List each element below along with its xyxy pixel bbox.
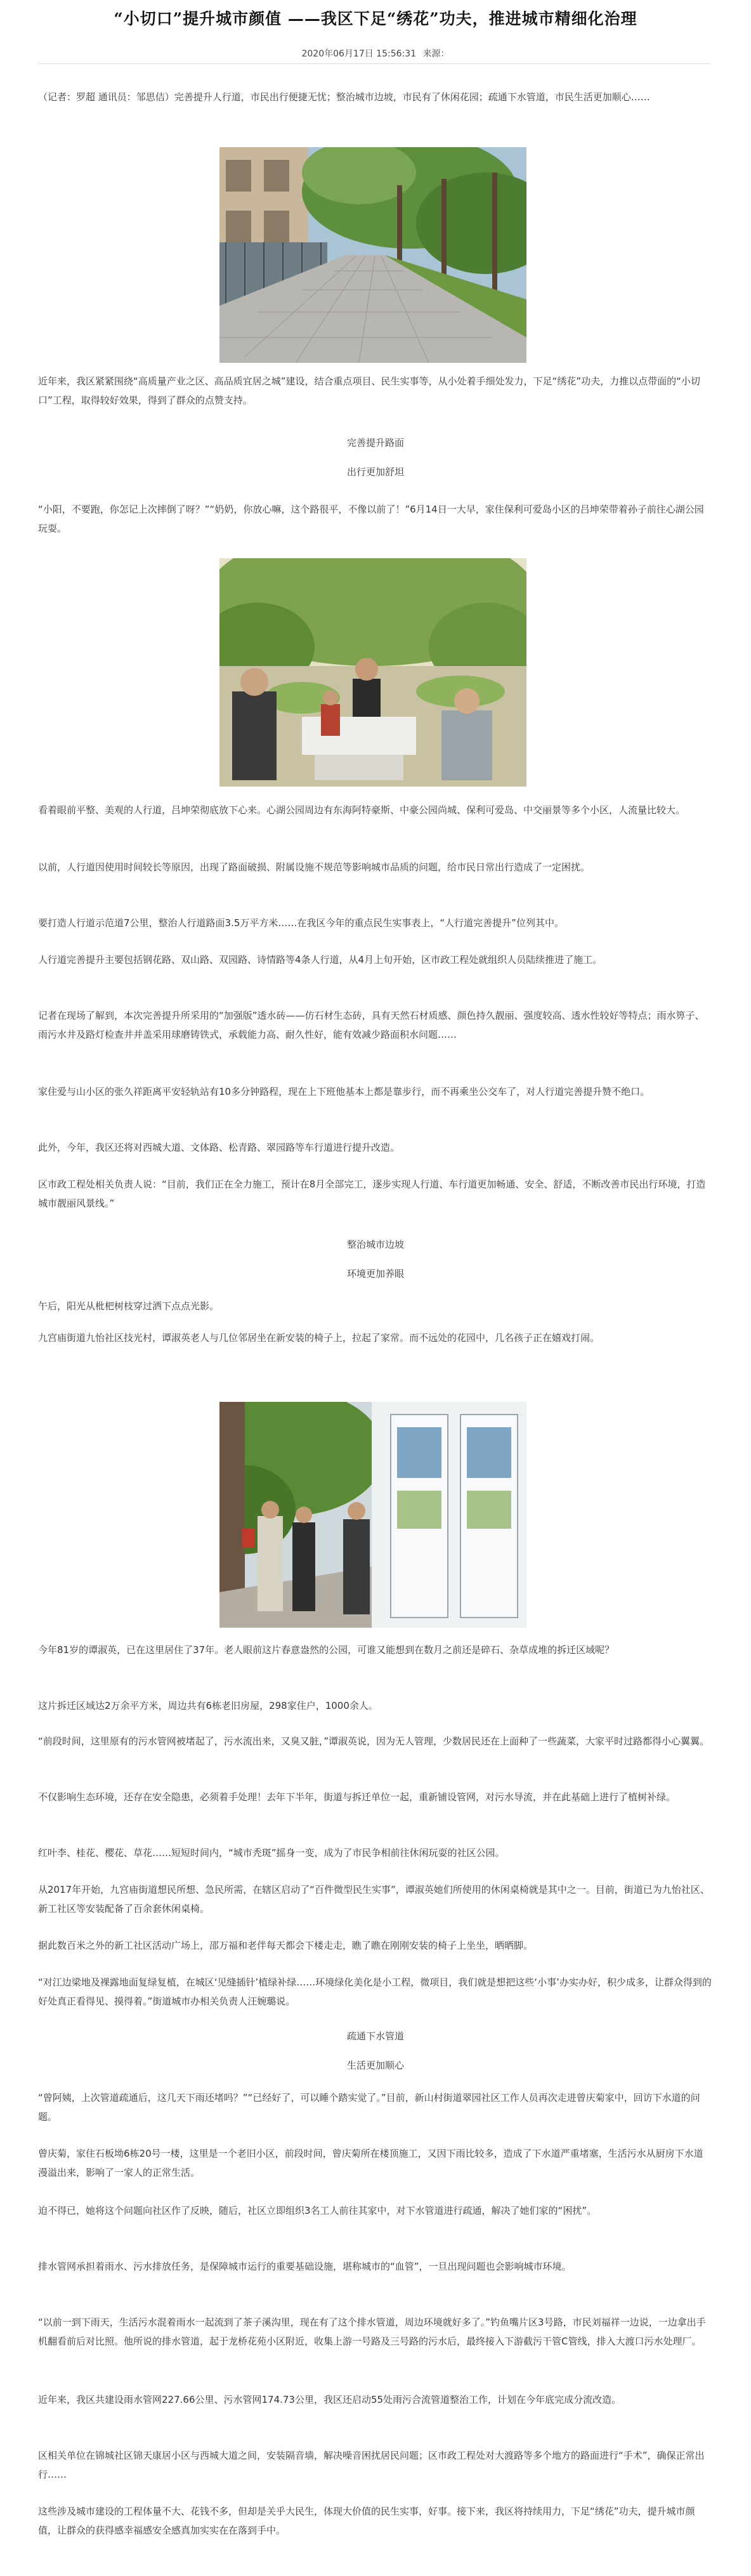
body-paragraph: 人行道完善提升主要包括钢花路、双山路、双园路、诗情路等4条人行道，从4月上旬开始，区市政工程处就组织人员陆续推进了施工。 — [38, 954, 603, 965]
article-meta — [0, 47, 751, 60]
body-paragraph: 红叶李、桂花、樱花、草花……短短时间内，“城市秃斑”摇身一变，成为了市民争相前往休闲玩耍的社区公园。 — [38, 1847, 505, 1859]
body-paragraph: 排水管网承担着雨水、污水排放任务，是保障城市运行的重要基础设施，堪称城市的“血管”，一旦出现问题也会影响城市环境。 — [38, 2261, 571, 2272]
photo-park-residents — [219, 558, 526, 787]
body-paragraph: 区相关单位在锦城社区锦天康居小区与西城大道之间，安装隔音墙，解决噪音困扰居民问题；区市政工程处对大渡路等多个地方的路面进行“手术”，确保正常出行…… — [38, 2450, 705, 2480]
section-heading-2a: 整治城市边坡 — [346, 1239, 404, 1250]
body-paragraph: 午后，阳光从枇杷树枝穿过洒下点点光影。 — [38, 1300, 219, 1312]
section-heading-1a: 完善提升路面 — [346, 437, 404, 448]
body-paragraph: “曾阿姨，上次管道疏通后，这几天下雨还堵吗？”“已经好了，可以睡个踏实觉了。”目前，新山村街道翠园社区工作人员再次走进曾庆菊家中，回访下水道的问题。 — [38, 2092, 700, 2122]
body-paragraph: 家住爱与山小区的张久祥距离平安轻轨站有10多分钟路程，现在上下班他基本上都是靠步行，而不再乘坐公交车了，对人行道完善提升赞不绝口。 — [38, 1086, 650, 1097]
body-paragraph: “前段时间，这里原有的污水管网被堵起了，污水流出来，又臭又脏，”谭淑英说，因为无人管理，少数居民还在上面种了一些蔬菜，大家平时过路都得小心翼翼。 — [38, 1736, 710, 1747]
body-paragraph: 以前，人行道因使用时间较长等原因，出现了路面破损、附属设施不规范等影响城市品质的问题，给市民日常出行造成了一定困扰。 — [38, 861, 591, 873]
body-paragraph: 要打造人行道示范道7公里，整治人行道路面3.5万平方米……在我区今年的重点民生实事表上，“人行道完善提升”位列其中。 — [38, 917, 564, 929]
article-title: “小切口”提升城市颜值 ——我区下足“绣花”功夫，推进城市精细化治理 — [114, 10, 637, 28]
section-heading-3a: 疏通下水管道 — [346, 2030, 404, 2042]
body-paragraph: 区市政工程处相关负责人说：“目前，我们正在全力施工，预计在8月全部完工，逐步实现人行道、车行道更加畅通、安全、舒适，不断改善市民出行环境，打造城市靓丽风景线。” — [38, 1179, 706, 1209]
body-paragraph: 看着眼前平整、美观的人行道，吕坤荣彻底放下心来。心湖公园周边有东海阿特豪斯、中豪公园尚城、保利可爱岛、中交丽景等多个小区，人流量比较大。 — [38, 804, 686, 816]
body-paragraph: 据此数百米之外的新工社区活动广场上，邵万福和老伴每天都会下楼走走，瞧了瞧在刚刚安装的椅子上坐坐，晒晒脚。 — [38, 1940, 533, 1951]
intro-paragraph: 近年来，我区紧紧围绕“高质量产业之区、高品质宜居之城”建设，结合重点项目、民生实事等，从小处着手细处发力，下足“绣花”功夫，力推以点带面的“小切口”工程，取得较好效果，得到了群众的点赞支持。 — [38, 376, 700, 406]
body-paragraph: 这片拆迁区域达2万余平方米，周边共有6栋老旧房屋，298家住户，1000余人。 — [38, 1700, 378, 1711]
closing-paragraph: 这些涉及城市建设的工程体量不大、花钱不多，但却是关乎大民生，体现大价值的民生实事，好事。接下来，我区将持续用力，下足“绣花”功夫，提升城市颜值，让群众的获得感幸福感安全感真加实实在在落到手中。 — [38, 2506, 695, 2536]
photo-community-wall — [219, 1402, 526, 1628]
section-heading-2b: 环境更加养眼 — [346, 1268, 404, 1279]
header-divider — [38, 63, 710, 64]
body-paragraph: 不仅影响生态环境，还存在安全隐患，必须着手处理！去年下半年，街道与拆迁单位一起，重新铺设管网，对污水导流，并在此基础上进行了植树补绿。 — [38, 1791, 676, 1803]
body-paragraph: 九宫庙街道九怡社区技光村，谭淑英老人与几位邻居坐在新安装的椅子上，拉起了家常。而不远处的花园中，几名孩子正在嬉戏打闹。 — [38, 1332, 600, 1344]
body-paragraph: 迫不得已，她将这个问题向社区作了反映，随后，社区立即组织3名工人前往其家中，对下水管道进行疏通，解决了她们家的“困扰”。 — [38, 2205, 597, 2216]
body-paragraph: 此外，今年，我区还将对西城大道、文体路、松青路、翠园路等车行道进行提升改造。 — [38, 1142, 400, 1153]
body-paragraph: “小阳，不要跑，你怎记上次摔倒了呀？”“奶奶，你放心嘛，这个路很平，不像以前了！”6月14日一大早，家住保利可爱岛小区的吕坤荣带着孙子前往心湖公园玩耍。 — [38, 504, 704, 534]
body-paragraph: “对江边梁地及裸露地面复绿复植，在城区‘见缝插针’植绿补绿……环境绿化美化是小工程，微项目，我们就是想把这些‘小事’办实办好，积少成多，让群众得到的好处真正看得见、摸得着。”街道城市办相关负责人汪婉璐说。 — [38, 1977, 712, 2007]
publish-datetime: 2020年06月17日 15:56:31 — [301, 49, 417, 59]
section-heading-3b: 生活更加顺心 — [346, 2060, 404, 2071]
body-paragraph: 从2017年开始，九宫庙街道想民所想、急民所需，在辖区启动了“百件微型民生实事”，谭淑英她们所使用的休闲桌椅就是其中之一。目前，街道已为九怡社区、新工社区等安装配备了百余套休闲桌椅。 — [38, 1884, 710, 1914]
source-label: 来源： — [422, 49, 450, 59]
body-paragraph: “以前一到下雨天，生活污水混着雨水一起流到了茶子溪沟里，现在有了这个排水管道，周边环境就好多了。”钓鱼嘴片区3号路，市民刘福祥一边说，一边拿出手机翻看前后对比照。他所说的排水管道，起于龙桥花苑小区附近，收集上游一号路及三号路的污水后，最终接入下游截污干管C管线，排入大渡口污水处理厂。 — [38, 2317, 706, 2347]
body-paragraph: 今年81岁的谭淑英，已在这里居住了37年。老人眼前这片春意盎然的公园，可谁又能想到在数月之前还是碎石、杂草成堆的拆迁区域呢？ — [38, 1644, 615, 1656]
lead-paragraph: （记者：罗超 通讯员：邹思佶）完善提升人行道，市民出行便捷无忧；整治城市边坡，市民有了休闲花园；疏通下水管道，市民生活更加顺心…… — [38, 91, 650, 103]
body-paragraph: 曾庆菊，家住石板坳6栋20号一楼，这里是一个老旧小区，前段时间，曾庆菊所在楼顶施工，又因下雨比较多，造成了下水道严重堵塞，生活污水从厨房下水道漫溢出来，影响了一家人的正常生活。 — [38, 2148, 703, 2178]
body-paragraph: 记者在现场了解到，本次完善提升所采用的“加强版”透水砖——仿石材生态砖，具有天然石材质感、颜色持久靓丽、强度较高、透水性较好等特点；雨水箅子、雨污水井及路灯检查井并盖采用球磨铸铁式，承载能力高、耐久性好，能有效减少路面积水问题…… — [38, 1010, 705, 1040]
body-paragraph: 近年来，我区共建设雨水管网227.66公里、污水管网174.73公里，我区还启动55处雨污合流管道整治工作，计划在今年底完成分流改造。 — [38, 2394, 622, 2405]
section-heading-1b: 出行更加舒坦 — [346, 466, 404, 478]
photo-sidewalk — [219, 147, 526, 363]
